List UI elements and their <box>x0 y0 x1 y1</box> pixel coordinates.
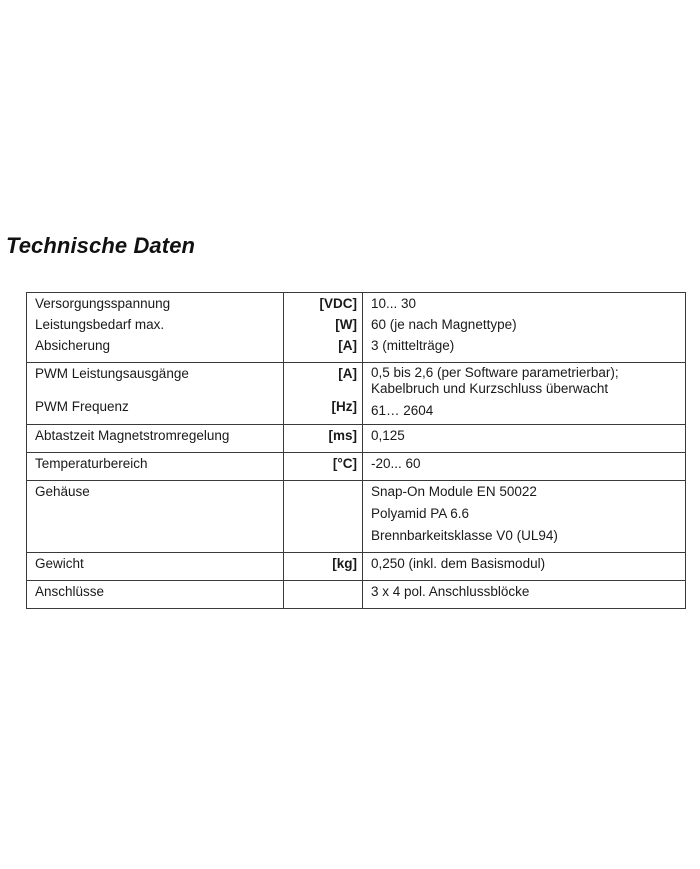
label-cell <box>27 425 284 453</box>
label-cell <box>27 363 284 425</box>
value-cell <box>363 481 686 553</box>
table-row <box>27 581 686 609</box>
label-cell <box>27 481 284 553</box>
spec-table <box>26 292 686 609</box>
label-cell <box>27 553 284 581</box>
unit-cell <box>284 425 363 453</box>
table-row <box>27 481 686 553</box>
unit-cell <box>284 481 363 553</box>
spec-unit: [Hz] <box>331 399 357 414</box>
spec-unit: [°C] <box>332 456 357 471</box>
spec-unit: [W] <box>335 317 357 332</box>
value-cell <box>363 553 686 581</box>
spec-value: -20... 60 <box>371 456 421 471</box>
spec-value: Kabelbruch und Kurzschluss überwacht <box>371 381 609 396</box>
unit-cell <box>284 363 363 425</box>
spec-unit: [A] <box>338 338 357 353</box>
table-row <box>27 425 686 453</box>
spec-value: Brennbarkeitsklasse V0 (UL94) <box>371 528 558 543</box>
spec-unit: [kg] <box>332 556 357 571</box>
spec-label: Abtastzeit Magnetstromregelung <box>35 428 230 443</box>
unit-cell <box>284 453 363 481</box>
spec-label: Anschlüsse <box>35 584 105 599</box>
spec-label: PWM Frequenz <box>35 399 129 414</box>
unit-cell <box>284 293 363 363</box>
value-cell <box>363 581 686 609</box>
table-row <box>27 453 686 481</box>
label-cell <box>27 453 284 481</box>
spec-label: Versorgungsspannung <box>35 296 171 311</box>
spec-value: 10... 30 <box>371 296 417 311</box>
value-cell <box>363 453 686 481</box>
spec-label: Leistungsbedarf max. <box>35 317 165 332</box>
spec-unit: [A] <box>338 366 357 381</box>
spec-value: 0,125 <box>371 428 405 443</box>
spec-label: PWM Leistungsausgänge <box>35 366 189 381</box>
unit-cell <box>284 581 363 609</box>
spec-value: 3 x 4 pol. Anschlussblöcke <box>371 584 530 599</box>
spec-value: 60 (je nach Magnettype) <box>371 317 517 332</box>
spec-label: Gehäuse <box>35 484 90 499</box>
table-row <box>27 363 686 425</box>
spec-value: 3 (mittelträge) <box>371 338 455 353</box>
spec-value: 0,5 bis 2,6 (per Software parametrierbar); <box>371 365 619 380</box>
page-title: Technische Daten <box>6 233 196 258</box>
spec-label: Gewicht <box>35 556 84 571</box>
spec-label: Temperaturbereich <box>35 456 148 471</box>
spec-unit: [VDC] <box>319 296 357 311</box>
spec-label: Absicherung <box>35 338 111 353</box>
spec-value: Snap-On Module EN 50022 <box>371 484 537 499</box>
table-row <box>27 293 686 363</box>
spec-unit: [ms] <box>328 428 357 443</box>
value-cell <box>363 363 686 425</box>
value-cell <box>363 293 686 363</box>
value-cell <box>363 425 686 453</box>
spec-value: Polyamid PA 6.6 <box>371 506 470 521</box>
table-row <box>27 553 686 581</box>
label-cell <box>27 581 284 609</box>
unit-cell <box>284 553 363 581</box>
spec-value: 0,250 (inkl. dem Basismodul) <box>371 556 546 571</box>
spec-value: 61… 2604 <box>371 403 434 418</box>
label-cell <box>27 293 284 363</box>
